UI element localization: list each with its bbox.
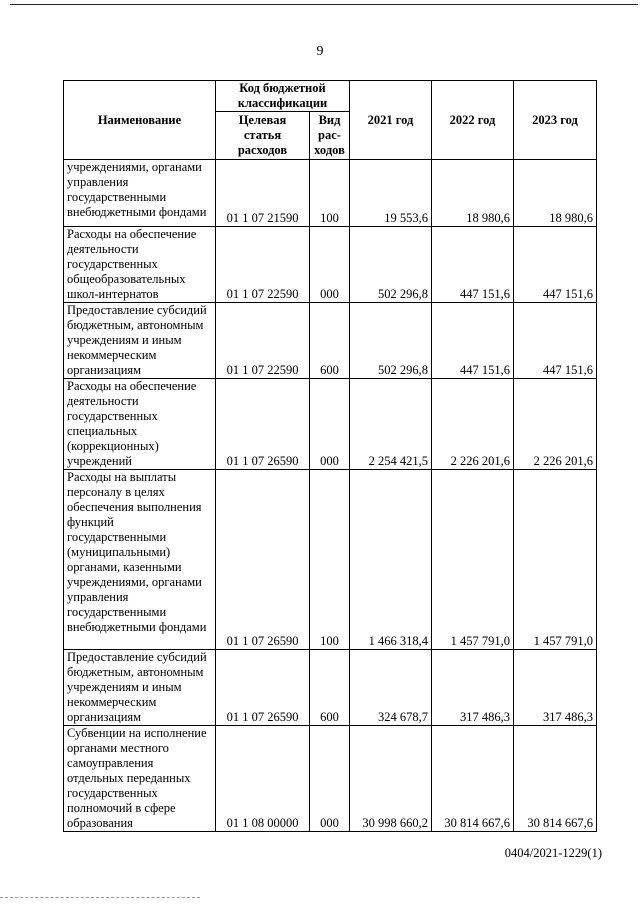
table-row (64, 160, 597, 227)
row-expense-type-cell: 600 (310, 650, 350, 726)
row-2021-cell: 502 296,8 (350, 227, 432, 303)
row-name-cell: Предоставление субсидий бюджетным, автономным учреждениям и иным некоммерческим организациям (64, 650, 216, 726)
header-name: Наименование (64, 81, 216, 160)
row-name-cell: учреждениями, органами управления государственными внебюджетными фондами (64, 160, 216, 227)
row-target-article-cell: 01 1 07 22590 (216, 227, 310, 303)
row-2023-cell: 18 980,6 (514, 160, 597, 227)
row-name-cell: Предоставление субсидий бюджетным, автономным учреждениям и иным некоммерческим организациям (64, 303, 216, 379)
page-top-rule (10, 4, 638, 5)
page-number: 9 (316, 44, 324, 59)
row-expense-type-cell: 100 (310, 470, 350, 650)
row-target-article-cell: 01 1 07 26590 (216, 379, 310, 470)
document-code: 0404/2021-1229(1) (504, 846, 602, 860)
row-target-article-cell: 01 1 08 00000 (216, 726, 310, 832)
row-expense-type-cell: 000 (310, 227, 350, 303)
table-row (64, 227, 597, 303)
row-2022-cell: 447 151,6 (432, 303, 514, 379)
row-2022-cell: 2 226 201,6 (432, 379, 514, 470)
budget-table (63, 80, 597, 832)
row-2021-cell: 2 254 421,5 (350, 379, 432, 470)
table-row (64, 379, 597, 470)
table-row (64, 303, 597, 379)
row-expense-type-cell: 600 (310, 303, 350, 379)
header-2021: 2021 год (350, 81, 432, 160)
row-2021-cell: 1 466 318,4 (350, 470, 432, 650)
row-2023-cell: 447 151,6 (514, 303, 597, 379)
header-code-group: Код бюджетной классификации (216, 81, 350, 112)
row-target-article-cell: 01 1 07 22590 (216, 303, 310, 379)
row-name-cell: Субвенции на исполнение органами местного самоуправления отдельных переданных государственных полномочий в сфере образования (64, 726, 216, 832)
row-target-article-cell: 01 1 07 26590 (216, 650, 310, 726)
row-2022-cell: 1 457 791,0 (432, 470, 514, 650)
row-2021-cell: 19 553,6 (350, 160, 432, 227)
table-row (64, 726, 597, 832)
row-2023-cell: 2 226 201,6 (514, 379, 597, 470)
table-row (64, 650, 597, 726)
row-2023-cell: 30 814 667,6 (514, 726, 597, 832)
row-2021-cell: 502 296,8 (350, 303, 432, 379)
header-target-article: Целевая статья расходов (216, 112, 310, 160)
row-2022-cell: 447 151,6 (432, 227, 514, 303)
table-header (64, 81, 597, 160)
header-2023: 2023 год (514, 81, 597, 160)
header-2022: 2022 год (432, 81, 514, 160)
row-target-article-cell: 01 1 07 26590 (216, 470, 310, 650)
row-2021-cell: 324 678,7 (350, 650, 432, 726)
row-2023-cell: 317 486,3 (514, 650, 597, 726)
row-expense-type-cell: 000 (310, 379, 350, 470)
row-name-cell: Расходы на обеспечение деятельности государственных специальных (коррекционных) учреждений (64, 379, 216, 470)
row-2022-cell: 30 814 667,6 (432, 726, 514, 832)
row-expense-type-cell: 100 (310, 160, 350, 227)
row-2023-cell: 447 151,6 (514, 227, 597, 303)
row-2022-cell: 18 980,6 (432, 160, 514, 227)
header-expense-type: Вид рас-ходов (310, 112, 350, 160)
row-expense-type-cell: 000 (310, 726, 350, 832)
row-2023-cell: 1 457 791,0 (514, 470, 597, 650)
row-target-article-cell: 01 1 07 21590 (216, 160, 310, 227)
row-name-cell: Расходы на выплаты персоналу в целях обеспечения выполнения функций государственными (муниципальными) органами, казенными учреждениями, органами управления государственными внебюджетными фондами (64, 470, 216, 650)
row-2021-cell: 30 998 660,2 (350, 726, 432, 832)
table-body (64, 160, 597, 832)
row-name-cell: Расходы на обеспечение деятельности государственных общеобразовательных школ-интернатов (64, 227, 216, 303)
table-row (64, 470, 597, 650)
bottom-scan-edge (0, 897, 200, 898)
row-2022-cell: 317 486,3 (432, 650, 514, 726)
